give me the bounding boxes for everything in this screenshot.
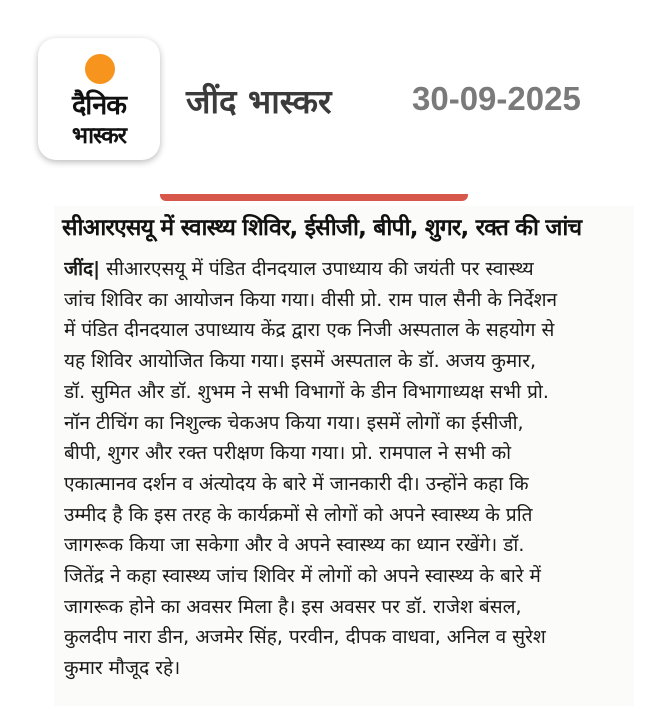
article-line: बीपी, शुगर और रक्त परीक्षण किया गया। प्रो. रामपाल ने सभी को (64, 442, 512, 465)
article-line: जींद| सीआरएसयू में पंडित दीनदयाल उपाध्याय की जयंती पर स्वास्थ्य (64, 258, 534, 280)
edition-date: 30-09-2025 (412, 80, 581, 117)
dainik-bhaskar-logo[interactable] (38, 38, 160, 160)
logo-line-2: भास्कर (71, 123, 127, 149)
article-dateline: जींद| (64, 258, 101, 280)
logo-line-1: दैनिक (71, 90, 127, 121)
article-line: जागरूक किया जा सकेगा और वे अपने स्वास्थ्य का ध्यान रखेंगे। डॉ. (64, 534, 525, 557)
article-line: यह शिविर आयोजित किया गया। इसमें अस्पताल के डॉ. अजय कुमार, (64, 350, 537, 373)
article-line: कुलदीप नारा डीन, अजमेर सिंह, परवीन, दीपक वाधवा, अनिल व सुरेश (64, 626, 546, 649)
article-line: नॉन टीचिंग का निशुल्क चेकअप किया गया। इसमें लोगों का ईसीजी, (64, 411, 524, 434)
article-line: डॉ. सुमित और डॉ. शुभम ने सभी विभागों के डीन विभागाध्यक्ष सभी प्रो. (64, 380, 549, 403)
article-line: में पंडित दीनदयाल उपाध्याय केंद्र द्वारा एक निजी अस्पताल के सहयोग से (64, 319, 555, 342)
edition-title: जींद भास्कर (186, 82, 332, 121)
article-line: उम्मीद है कि इस तरह के कार्यक्रमों से लोगों को अपने स्वास्थ्य के प्रति (64, 503, 533, 526)
article-line: कुमार मौजूद रहे। (64, 657, 181, 680)
article-line: जितेंद्र ने कहा स्वास्थ्य जांच शिविर में लोगों को अपने स्वास्थ्य के बारे में (64, 565, 541, 588)
clipping-top-edge (160, 194, 468, 201)
article-line: एकात्मानव दर्शन व अंत्योदय के बारे में जानकारी दी। उन्होंने कहा कि (64, 472, 529, 495)
article-line: जागरूक होने का अवसर मिला है। इस अवसर पर डॉ. राजेश बंसल, (64, 595, 522, 618)
sun-icon (85, 54, 115, 84)
article-body (64, 254, 626, 684)
header (0, 0, 654, 190)
article-headline: सीआरएसयू में स्वास्थ्य शिविर, ईसीजी, बीपी, शुगर, रक्त की जांच (62, 215, 582, 241)
news-clipping (54, 206, 634, 706)
article-line: जांच शिविर का आयोजन किया गया। वीसी प्रो. राम पाल सैनी के निर्देशन (64, 288, 558, 311)
